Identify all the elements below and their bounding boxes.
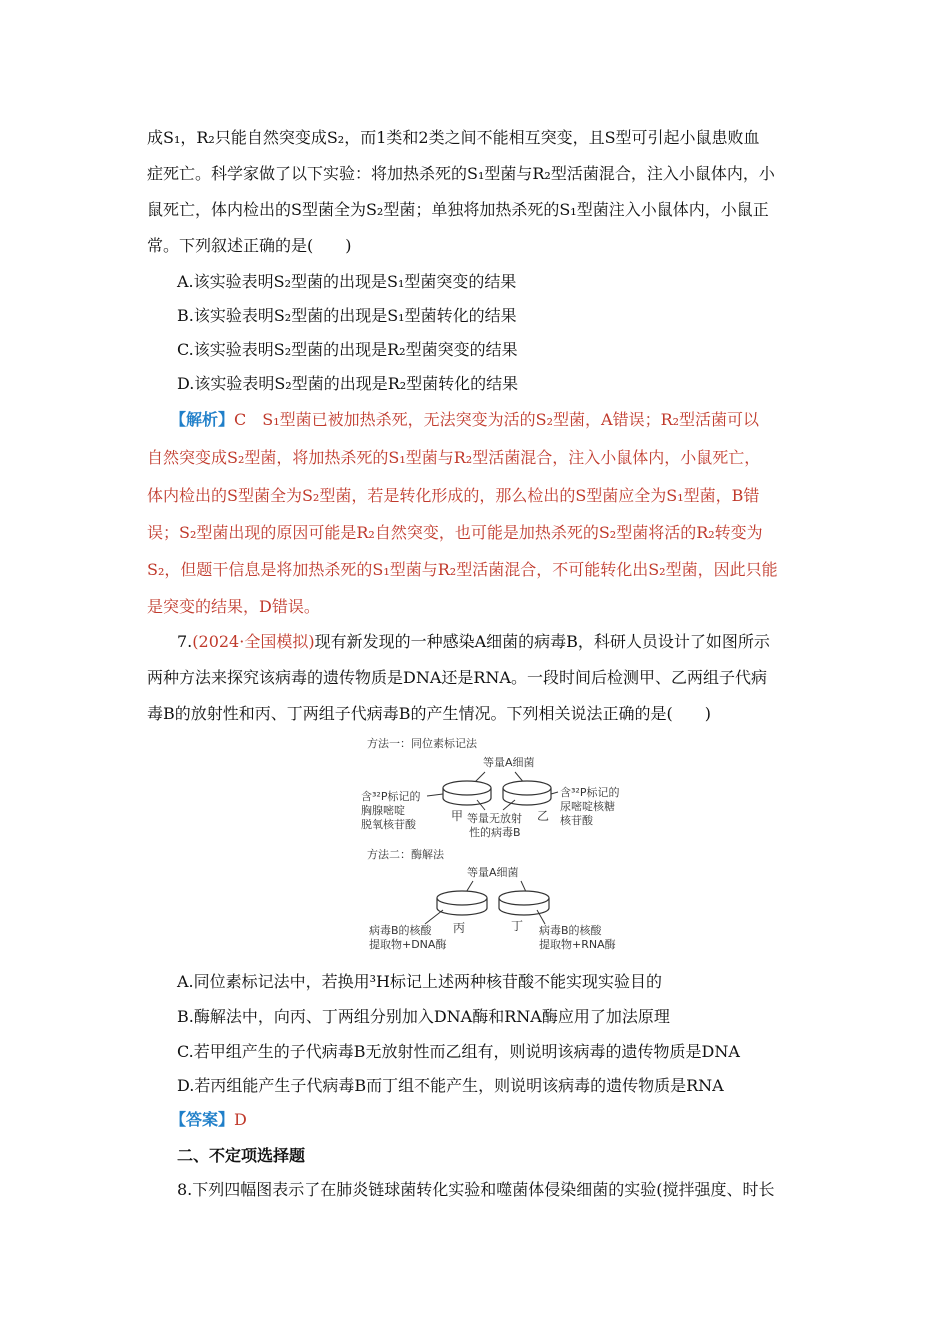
arrow-line <box>551 792 558 794</box>
q6-line2: 症死亡。科学家做了以下实验：将加热杀死的S₁型菌与R₂型活菌混合，注入小鼠体内，小 <box>147 164 775 183</box>
q7-line1 <box>177 632 770 652</box>
label-ding: 丁 <box>511 919 524 933</box>
q6-analysis-line5: S₂，但题干信息是将加热杀死的S₁型菌与R₂型活菌混合，不可能转化出S₂型菌，因此只能 <box>147 560 778 579</box>
method2-left-label-1: 病毒B的核酸 <box>369 924 432 937</box>
q7-answer <box>170 1110 247 1130</box>
q7-option-c: C.若甲组产生的子代病毒B无放射性而乙组有，则说明该病毒的遗传物质是DNA <box>177 1042 740 1061</box>
petri-dish-yi <box>503 781 551 805</box>
q7-option-b: B.酶解法中，向丙、丁两组分别加入DNA酶和RNA酶应用了加法原理 <box>177 1007 670 1026</box>
method1-middle-label-2: 性的病毒B <box>469 826 521 839</box>
q6-option-a: A.该实验表明S₂型菌的出现是S₁型菌突变的结果 <box>177 272 517 291</box>
q6-option-d: D.该实验表明S₂型菌的出现是R₂型菌转化的结果 <box>177 374 519 393</box>
method1-left-label-3: 脱氧核苷酸 <box>361 818 416 831</box>
arrow-line <box>425 910 443 924</box>
method1-title: 方法一：同位素标记法 <box>367 737 477 750</box>
q6-line4: 常。下列叙述正确的是( ) <box>147 236 352 255</box>
q7-source: (2024·全国模拟) <box>192 632 315 651</box>
q8-line1: 8.下列四幅图表示了在肺炎链球菌转化实验和噬菌体侵染细菌的实验(搅拌强度、时长 <box>177 1180 775 1199</box>
method1-right-label-3: 核苷酸 <box>560 814 593 827</box>
method1-left-label-1: 含³²P标记的 <box>361 790 421 803</box>
q6-analysis-line1 <box>170 410 759 430</box>
experiment-figure <box>355 730 635 960</box>
q6-option-b: B.该实验表明S₂型菌的出现是S₁型菌转化的结果 <box>177 306 517 325</box>
method1-left-label-2: 胸腺嘧啶 <box>361 804 405 817</box>
analysis-label: 【解析】 <box>170 410 235 429</box>
method2-title: 方法二：酶解法 <box>367 848 444 861</box>
arrow-line <box>427 794 443 796</box>
q7-line2: 两种方法来探究该病毒的遗传物质是DNA还是RNA。一段时间后检测甲、乙两组子代病 <box>147 668 767 687</box>
label-bing: 丙 <box>453 921 466 935</box>
method1-middle-label-1: 等量无放射 <box>467 812 522 825</box>
q6-line3: 鼠死亡，体内检出的S型菌全为S₂型菌；单独将加热杀死的S₁型菌注入小鼠体内，小鼠正 <box>147 200 769 219</box>
label-jia: 甲 <box>451 809 464 823</box>
method1-equal-a-label: 等量A细菌 <box>483 756 535 769</box>
method2-equal-a-label: 等量A细菌 <box>467 866 519 879</box>
q6-analysis-line3: 体内检出的S型菌全为S₂型菌，若是转化形成的，那么检出的S型菌应全为S₁型菌，B错 <box>147 486 760 505</box>
answer-label: 【答案】 <box>170 1110 235 1129</box>
q6-option-c: C.该实验表明S₂型菌的出现是R₂型菌突变的结果 <box>177 340 518 359</box>
answer-value: D <box>234 1110 247 1129</box>
analysis-text: C S₁型菌已被加热杀死，无法突变为活的S₂型菌，A错误；R₂型活菌可以 <box>234 410 760 429</box>
method2-left-label-2: 提取物+DNA酶 <box>369 938 447 951</box>
q6-analysis-line6: 是突变的结果，D错误。 <box>147 597 320 616</box>
q7-line3: 毒B的放射性和丙、丁两组子代病毒B的产生情况。下列相关说法正确的是( ) <box>147 704 712 723</box>
method2-right-label-2: 提取物+RNA酶 <box>539 938 616 951</box>
method1-right-label-2: 尿嘧啶核糖 <box>560 800 615 813</box>
petri-dish-bing <box>437 891 487 915</box>
q7-option-a: A.同位素标记法中，若换用³H标记上述两种核苷酸不能实现实验目的 <box>177 972 663 991</box>
q6-analysis-line4: 误；S₂型菌出现的原因可能是R₂自然突变，也可能是加热杀死的S₂型菌将活的R₂转变为 <box>147 523 763 542</box>
method2-right-label-1: 病毒B的核酸 <box>539 924 602 937</box>
method1-right-label-1: 含³²P标记的 <box>560 786 620 799</box>
q6-line1: 成S₁，R₂只能自然突变成S₂，而1类和2类之间不能相互突变，且S型可引起小鼠患败血 <box>147 128 760 147</box>
petri-dish-jia <box>443 781 491 805</box>
q7-option-d: D.若丙组能产生子代病毒B而丁组不能产生，则说明该病毒的遗传物质是RNA <box>177 1076 724 1095</box>
q7-number: 7. <box>177 632 193 651</box>
q6-analysis-line2: 自然突变成S₂型菌，将加热杀死的S₁型菌与R₂型活菌混合，注入小鼠体内，小鼠死亡， <box>147 448 761 467</box>
q7-stem: 现有新发现的一种感染A细菌的病毒B，科研人员设计了如图所示 <box>314 632 770 651</box>
petri-dish-ding <box>499 891 549 915</box>
label-yi: 乙 <box>537 809 550 823</box>
section-title: 二、不定项选择题 <box>177 1146 306 1165</box>
